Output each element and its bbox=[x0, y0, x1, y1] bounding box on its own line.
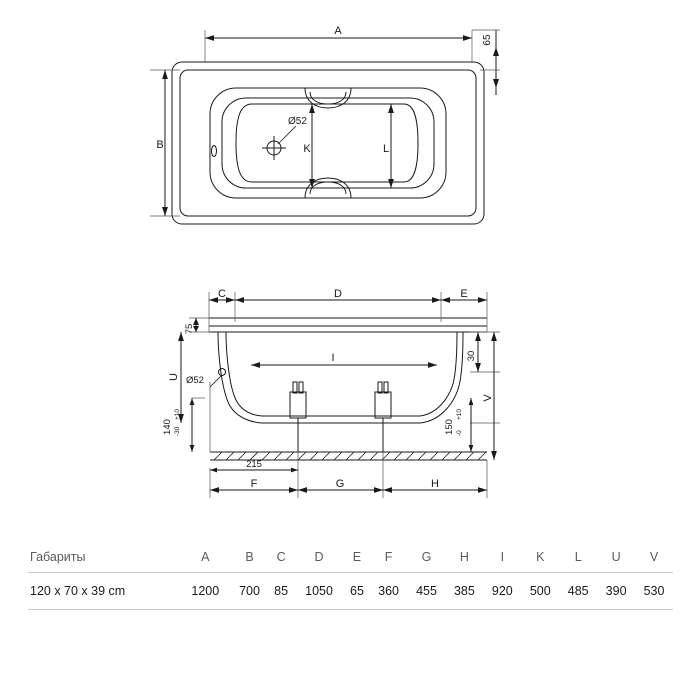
top-view-overflow bbox=[212, 146, 217, 157]
table-header-D: D bbox=[314, 550, 324, 564]
table-cell-D: 1050 bbox=[305, 584, 333, 598]
table-cell-I: 920 bbox=[491, 584, 513, 598]
side-view-feet bbox=[290, 382, 391, 452]
label-75: 75 bbox=[184, 323, 195, 335]
table-header-row bbox=[28, 542, 673, 573]
label-top-drain-d52: Ø52 bbox=[288, 116, 307, 127]
dimensions-table bbox=[28, 542, 673, 610]
label-V: V bbox=[482, 394, 494, 402]
table-header-K: K bbox=[536, 550, 545, 564]
label-30: 30 bbox=[466, 350, 477, 362]
table-header-F: F bbox=[384, 550, 393, 564]
table-cell-U: 390 bbox=[605, 584, 627, 598]
table-header-L: L bbox=[574, 550, 582, 564]
table-cell-V: 530 bbox=[643, 584, 665, 598]
table-cell-K: 500 bbox=[529, 584, 551, 598]
table-cell-C: 85 bbox=[274, 584, 289, 598]
label-G: G bbox=[335, 478, 345, 490]
label-150-tol-plus: +10 bbox=[456, 408, 463, 420]
label-H: H bbox=[431, 478, 439, 490]
table-header-B: B bbox=[245, 550, 254, 564]
label-150: 150 bbox=[444, 419, 455, 435]
label-140-tol-plus: +10 bbox=[174, 408, 181, 420]
side-view-overflow bbox=[219, 369, 226, 376]
label-A: A bbox=[334, 25, 342, 37]
side-view-extension-lines bbox=[189, 292, 500, 498]
label-I: I bbox=[331, 352, 335, 364]
label-L: L bbox=[382, 143, 390, 155]
table-header-V: V bbox=[649, 550, 659, 564]
label-E: E bbox=[460, 288, 468, 300]
table-header-G: G bbox=[421, 550, 432, 564]
table-cell-F: 360 bbox=[378, 584, 399, 598]
side-view-drain-leader bbox=[210, 375, 222, 387]
table-header-E: E bbox=[352, 550, 362, 564]
table-cell-size-label: 120 x 70 x 39 cm bbox=[30, 584, 126, 598]
table-header-C: C bbox=[276, 550, 286, 564]
label-B: B bbox=[156, 139, 164, 151]
label-rim-65: 65 bbox=[482, 34, 493, 46]
table-header-U: U bbox=[611, 550, 621, 564]
dimension-B bbox=[150, 70, 180, 216]
dimensions-table-wrapper bbox=[28, 542, 673, 610]
dimension-140 bbox=[192, 398, 205, 452]
label-F: F bbox=[250, 478, 258, 490]
table-cell-E: 65 bbox=[350, 584, 364, 598]
label-215: 215 bbox=[246, 459, 262, 470]
label-D: D bbox=[334, 288, 342, 300]
table-header-H: H bbox=[459, 550, 469, 564]
table-cell-H: 385 bbox=[453, 584, 475, 598]
table-header-label: Габариты bbox=[30, 550, 86, 564]
label-140-tol-minus: -30 bbox=[174, 426, 181, 436]
side-view-tub-body bbox=[209, 318, 487, 423]
label-K: K bbox=[303, 143, 311, 155]
table-row bbox=[28, 573, 673, 610]
label-side-drain-d52: Ø52 bbox=[186, 375, 204, 386]
label-140: 140 bbox=[162, 419, 173, 435]
table-cell-A: 1200 bbox=[191, 584, 220, 598]
table-header-I: I bbox=[500, 550, 505, 564]
table-header-A: A bbox=[201, 550, 210, 564]
top-view-outer-rim bbox=[172, 62, 484, 224]
table-cell-L: 485 bbox=[567, 584, 589, 598]
table-cell-G: 455 bbox=[416, 584, 437, 598]
label-C: C bbox=[218, 288, 226, 300]
label-U: U bbox=[168, 373, 180, 381]
table-cell-B: 700 bbox=[239, 584, 260, 598]
label-150-tol-minus: -0 bbox=[456, 430, 463, 436]
